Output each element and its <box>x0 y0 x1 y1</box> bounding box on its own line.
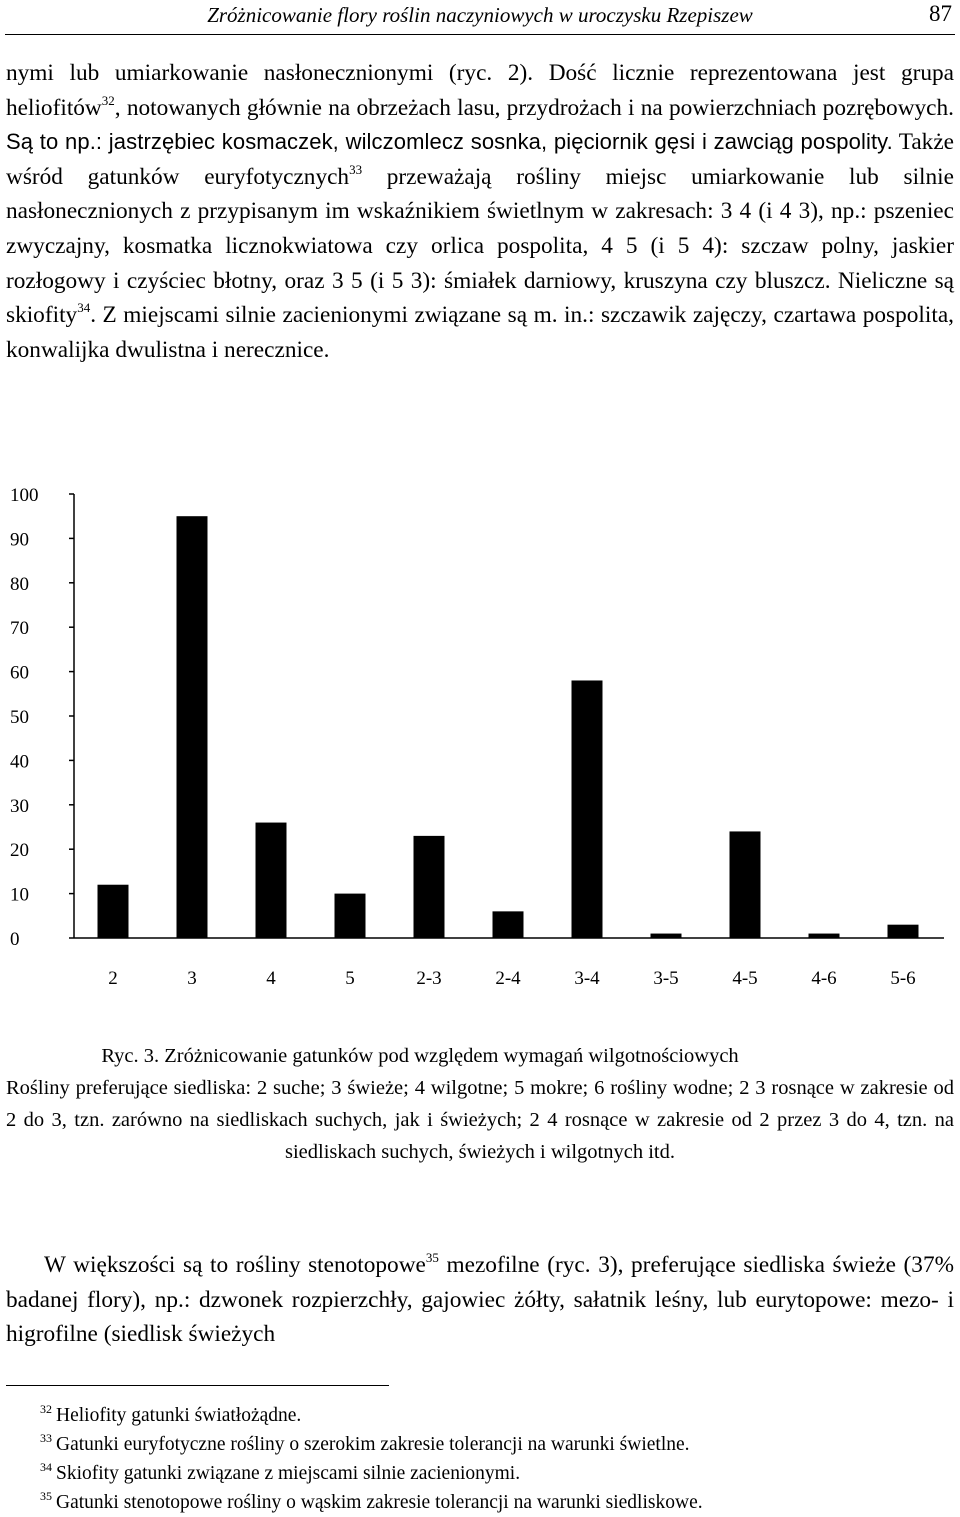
para1-text-sans: Są to np.: jastrzębiec kosmaczek, wilczomlecz sosnka, pięciornik gęsi i zawciąg pospolity. <box>6 129 893 155</box>
footnote-text: Gatunki euryfotyczne rośliny o szerokim zakresie tolerancji na warunki świetlne. <box>56 1434 690 1455</box>
x-tick-label: 2 <box>108 968 118 989</box>
footnote-rule <box>6 1385 389 1386</box>
footnote-text: Heliofity gatunki światłożądne. <box>56 1405 302 1426</box>
x-tick-label: 3-4 <box>574 968 600 989</box>
y-tick-label: 30 <box>10 795 29 817</box>
bar <box>651 934 682 938</box>
x-tick-label: 2-3 <box>416 968 442 989</box>
figure-caption-title: Ryc. 3. Zróżnicowanie gatunków pod względem wymagań wilgotnościowych <box>101 1045 739 1067</box>
bar <box>177 516 208 938</box>
y-tick-label: 50 <box>10 707 29 728</box>
bar <box>493 911 524 938</box>
para1-text-4: przeważają rośliny miejsc umiarkowanie lub silnie nasłonecznionych z przypisanym im wskaźnikiem świetlnym w zakresach: 3 4 (i 4 3), np.: pszeniec zwyczajny, kosmatka licznokwiatowa czy orlica pospolita, 4 5 (i 5 4): szczaw polny, jaskier rozłogowy i czyściec błotny, oraz 3 5 (i 5 3): śmiałek darniowy, kruszyna czy bluszcz. Nieliczne są skiofity <box>6 163 954 329</box>
running-title: Zróżnicowanie flory roślin naczyniowych w uroczysku Rzepiszew <box>207 3 753 27</box>
moisture-bar-chart <box>0 470 960 1010</box>
y-tick-label: 100 <box>10 485 39 506</box>
footnote-ref-34[interactable]: 34 <box>77 300 91 316</box>
y-tick-label: 60 <box>10 662 29 684</box>
para1-text-3: Także wśród gatunków euryfotycznych <box>6 129 954 190</box>
y-tick-label: 0 <box>10 929 20 950</box>
footnote-ref-32[interactable]: 32 <box>101 92 115 108</box>
bar <box>256 823 287 938</box>
para2-text-1: W większości są to rośliny stenotopowe <box>44 1252 426 1278</box>
header-rule <box>5 34 955 35</box>
y-tick-label: 40 <box>10 751 29 773</box>
footnote-number: 34 <box>40 1460 52 1474</box>
footnote-35 <box>40 1489 940 1517</box>
para1-text-2: , notowanych głównie na obrzeżach lasu, przydrożach i na powierzchniach pozrębowych. <box>114 94 954 121</box>
footnote-ref-33[interactable]: 33 <box>349 161 363 177</box>
x-tick-label: 3-5 <box>653 968 679 989</box>
y-tick-label: 80 <box>10 573 29 595</box>
para2-text-2: mezofilne (ryc. 3), preferujące siedliska świeże (37% badanej flory), np.: dzwonek rozpierzchły, gajowiec żółty, sałatnik leśny, lub eurytopowe: mezo- i higrofilne (siedlisk świeżych <box>6 1252 954 1348</box>
bar <box>335 894 366 938</box>
x-tick-label: 2-4 <box>495 968 521 989</box>
footnote-ref-35[interactable]: 35 <box>425 1250 439 1265</box>
y-tick-label: 90 <box>10 529 29 551</box>
footnote-number: 32 <box>40 1402 52 1416</box>
x-tick-label: 4 <box>266 968 276 989</box>
body-paragraph-2 <box>6 1248 954 1352</box>
y-tick-label: 70 <box>10 618 29 640</box>
page-number: 87 <box>929 1 952 26</box>
footnote-33 <box>40 1431 940 1459</box>
bar <box>572 680 603 938</box>
running-header <box>0 0 960 36</box>
bars <box>98 516 919 938</box>
bar <box>888 925 919 938</box>
bar <box>414 836 445 938</box>
x-tick-label: 5 <box>345 968 355 989</box>
x-tick-label: 4-6 <box>811 968 837 989</box>
footnote-number: 33 <box>40 1431 52 1445</box>
para1-text-1: nymi lub umiarkowanie nasłonecznionymi (ryc. 2). Dość licznie reprezentowana jest grupa heliofitów <box>6 60 954 121</box>
y-tick-label: 20 <box>10 840 29 862</box>
bar <box>809 934 840 938</box>
footnote-text: Gatunki stenotopowe rośliny o wąskim zakresie tolerancji na warunki siedliskowe. <box>56 1492 703 1513</box>
para1-text-5: . Z miejscami silnie zacienionymi związane są m. in.: szczawik zajęczy, czartawa pospolita, konwalijka dwulistna i nerecznice. <box>6 302 954 363</box>
x-tick-label: 3 <box>187 968 197 989</box>
y-tick-label: 10 <box>10 884 29 906</box>
x-tick-label: 5-6 <box>890 968 916 989</box>
footnote-number: 35 <box>40 1489 52 1503</box>
x-axis-labels <box>108 968 915 989</box>
figure-caption-body: Rośliny preferujące siedliska: 2 suche; 3 świeże; 4 wilgotne; 5 mokre; 6 rośliny wodne; 2 3 rosnące w zakresie od 2 do 3, tzn. zarówno na siedliskach suchych, jak i świeżych; 2 4 rosnące w zakresie od 2 przez 3 do 4, tzn. na siedliskach suchych, świeżych i wilgotnych itd. <box>6 1077 954 1163</box>
y-axis <box>10 485 944 950</box>
bar <box>98 885 129 938</box>
body-paragraph-1 <box>6 56 954 367</box>
bar <box>730 831 761 938</box>
footnote-34 <box>40 1460 940 1488</box>
x-tick-label: 4-5 <box>732 968 758 989</box>
footnote-32 <box>40 1402 940 1430</box>
footnote-text: Skiofity gatunki związane z miejscami silnie zacienionymi. <box>56 1463 521 1484</box>
